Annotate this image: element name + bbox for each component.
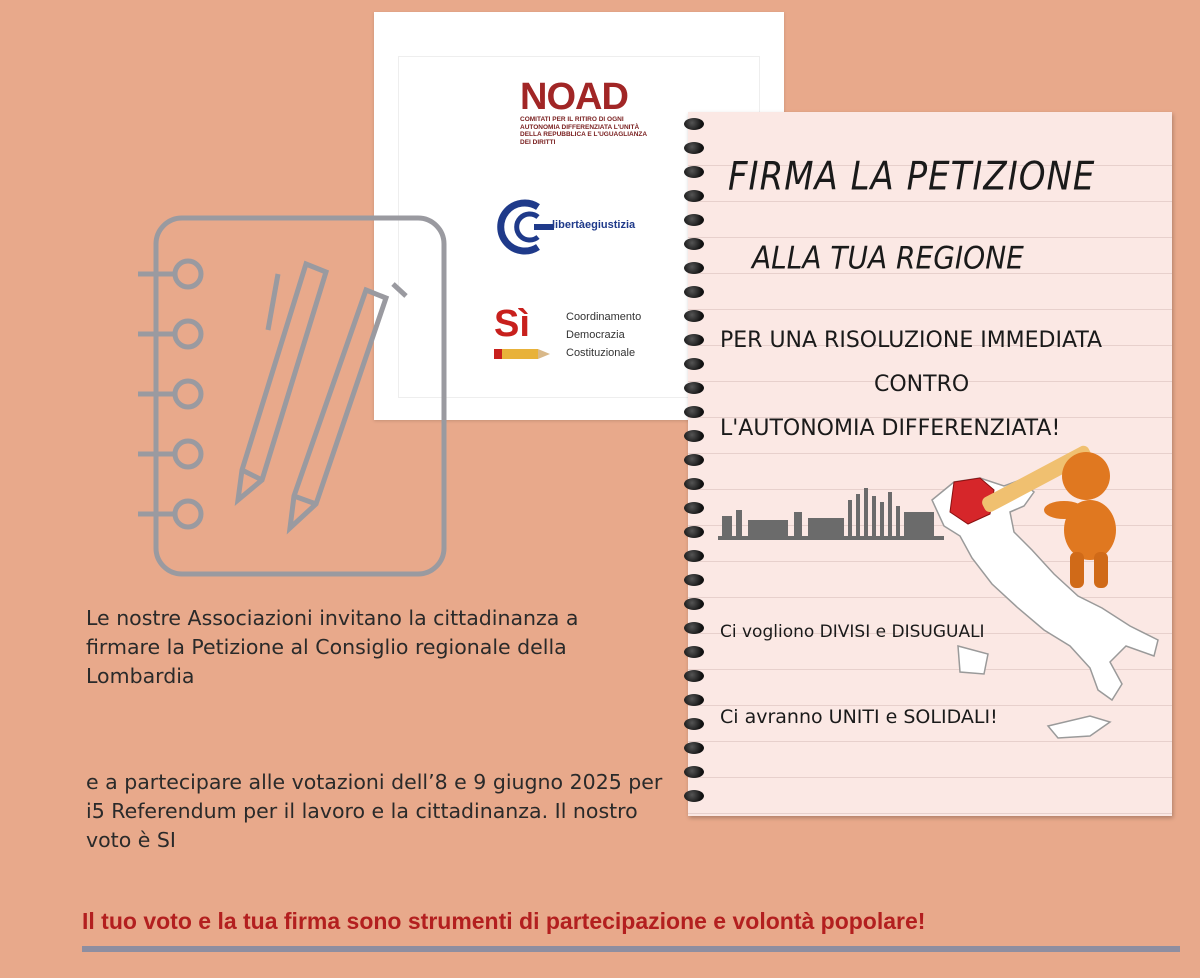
spiral-ring [684,286,704,298]
spiral-ring [684,742,704,754]
spiral-ring [684,694,704,706]
spiral-ring [684,214,704,226]
spiral-ring [684,310,704,322]
notebook-page [688,112,1172,816]
si-logo-mark: Sì [494,303,530,345]
referendum-paragraph: e a partecipare alle votazioni dell’8 e 9 giugno 2025 per i5 Referendum per il lavoro e la cittadinanza. Il nostro voto è SI [86,770,663,852]
petition-line-2: CONTRO [874,372,970,397]
spiral-ring [684,502,704,514]
milan-skyline-icon [718,488,944,540]
noad-logo-title: NOAD [520,76,628,118]
spiral-ring [684,142,704,154]
spiral-ring [684,526,704,538]
notepad-pencil-icon [138,212,458,582]
spiral-ring [684,454,704,466]
cdc-logo-text [566,308,641,362]
slogan-united: Ci avranno UNITI e SOLIDALI! [720,706,998,728]
petition-line-3: L'AUTONOMIA DIFFERENZIATA! [720,416,1061,441]
cdc-line-3: Costituzionale [566,347,636,359]
spiral-ring [684,598,704,610]
noad-logo-subtitle: COMITATI PER IL RITIRO DI OGNI AUTONOMIA DIFFERENZIATA L'UNITÀ DELLA REPUBBLICA E L'UGUAGLIANZA DEI DIRITTI [520,116,647,146]
spiral-ring [684,166,704,178]
spiral-ring [684,670,704,682]
spiral-ring [684,622,704,634]
petition-subtitle: ALLA TUA REGIONE [752,240,1024,277]
slogan-divided: Ci vogliono DIVISI e DISUGUALI [720,622,985,642]
spiral-binding [684,118,714,818]
spiral-ring [684,766,704,778]
libertagiustizia-logo-text: libertàegiustizia [552,219,636,231]
spiral-ring [684,646,704,658]
spiral-ring [684,358,704,370]
petition-line-1: PER UNA RISOLUZIONE IMMEDIATA [720,328,1103,353]
noad-logo [520,78,650,146]
spiral-ring [684,118,704,130]
spiral-ring [684,430,704,442]
cdc-line-2: Democrazia [566,329,625,341]
spiral-ring [684,478,704,490]
spiral-ring [684,238,704,250]
footer-divider [82,946,1180,952]
cdc-line-1: Coordinamento [566,311,642,323]
spiral-ring [684,574,704,586]
libertagiustizia-emblem-icon [494,197,554,257]
spiral-ring [684,334,704,346]
footer-message: Il tuo voto e la tua firma sono strumenti di partecipazione e volontà popolare! [82,908,926,934]
spiral-ring [684,382,704,394]
spiral-ring [684,406,704,418]
pencil-icon [494,346,552,362]
petition-title: FIRMA LA PETIZIONE [728,154,1096,200]
spiral-ring [684,190,704,202]
invitation-paragraph: Le nostre Associazioni invitano la cittadinanza a firmare la Petizione al Consiglio regionale della Lombardia [86,606,579,688]
spiral-ring [684,550,704,562]
spiral-ring [684,790,704,802]
spiral-ring [684,262,704,274]
spiral-ring [684,718,704,730]
